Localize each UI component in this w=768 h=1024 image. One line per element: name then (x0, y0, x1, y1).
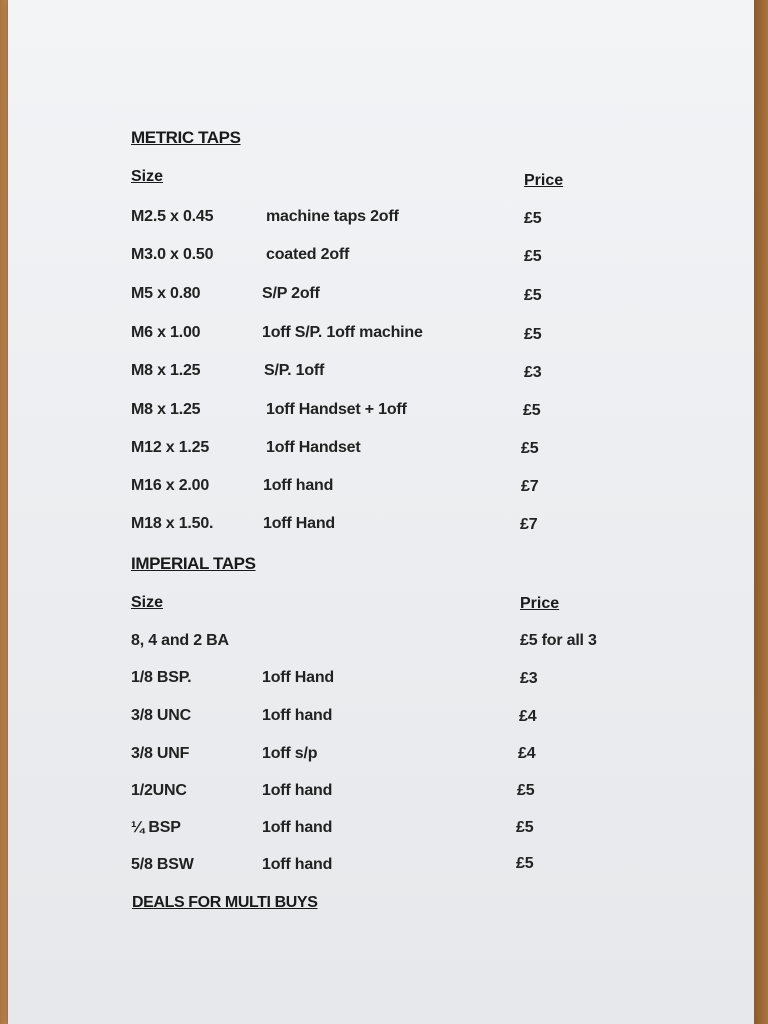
metric-description: 1off Handset + 1off (266, 401, 407, 418)
metric-description: S/P 2off (262, 285, 320, 302)
imperial-size: 1/2UNC (131, 782, 187, 799)
metric-price: £5 (524, 248, 542, 265)
metric-description: machine taps 2off (266, 208, 399, 225)
imperial-size: 5/8 BSW (131, 856, 194, 873)
metric-price: £5 (521, 440, 539, 457)
imperial-taps-heading: IMPERIAL TAPS (131, 554, 256, 573)
metric-price: £3 (524, 364, 542, 381)
imperial-size: 3/8 UNF (131, 745, 190, 762)
imperial-description: 1off hand (262, 707, 333, 724)
imperial-size-header: Size (131, 594, 164, 611)
imperial-price: £4 (519, 708, 537, 725)
imperial-price-header: Price (520, 595, 560, 612)
imperial-description: 1off hand (262, 782, 333, 799)
imperial-price: £5 for all 3 (520, 632, 597, 649)
imperial-description: 1off s/p (262, 745, 318, 762)
metric-price: £7 (521, 478, 539, 495)
metric-size: M8 x 1.25 (131, 362, 201, 379)
metric-price: £5 (524, 287, 542, 304)
imperial-price: £5 (516, 819, 534, 836)
metric-price: £5 (524, 326, 542, 343)
metric-size: M6 x 1.00 (131, 324, 201, 341)
imperial-size: 8, 4 and 2 BA (131, 632, 229, 649)
table-surface (754, 0, 768, 1024)
imperial-price: £5 (517, 782, 535, 799)
metric-description: coated 2off (266, 246, 350, 263)
imperial-price: £5 (516, 855, 534, 872)
imperial-description: 1off Hand (262, 669, 334, 686)
metric-taps-heading: METRIC TAPS (131, 128, 241, 147)
metric-price: £5 (523, 402, 541, 419)
paper-sheet (8, 0, 754, 1024)
imperial-size: 3/8 UNC (131, 707, 191, 724)
imperial-description: 1off hand (262, 819, 333, 836)
metric-description: S/P. 1off (264, 362, 325, 379)
metric-description: 1off hand (263, 477, 334, 494)
metric-size: M2.5 x 0.45 (131, 208, 214, 225)
metric-size: M3.0 x 0.50 (131, 246, 214, 263)
metric-description: 1off Hand (263, 515, 335, 532)
imperial-price: £4 (518, 745, 536, 762)
metric-size: M5 x 0.80 (131, 285, 201, 302)
metric-size: M12 x 1.25 (131, 439, 210, 456)
metric-price: £5 (524, 210, 542, 227)
deals-heading: DEALS FOR MULTI BUYS (132, 894, 318, 911)
metric-size: M18 x 1.50. (131, 515, 214, 532)
imperial-size: 1/8 BSP. (131, 669, 192, 686)
metric-description: 1off Handset (266, 439, 361, 456)
metric-description: 1off S/P. 1off machine (262, 324, 423, 341)
metric-size: M16 x 2.00 (131, 477, 210, 494)
metric-size: M8 x 1.25 (131, 401, 201, 418)
metric-price: £7 (520, 516, 538, 533)
imperial-description: 1off hand (262, 856, 333, 873)
metric-size-header: Size (131, 168, 164, 185)
imperial-price: £3 (520, 670, 538, 687)
metric-price-header: Price (524, 172, 564, 189)
imperial-size: ¼ BSP (131, 819, 181, 836)
